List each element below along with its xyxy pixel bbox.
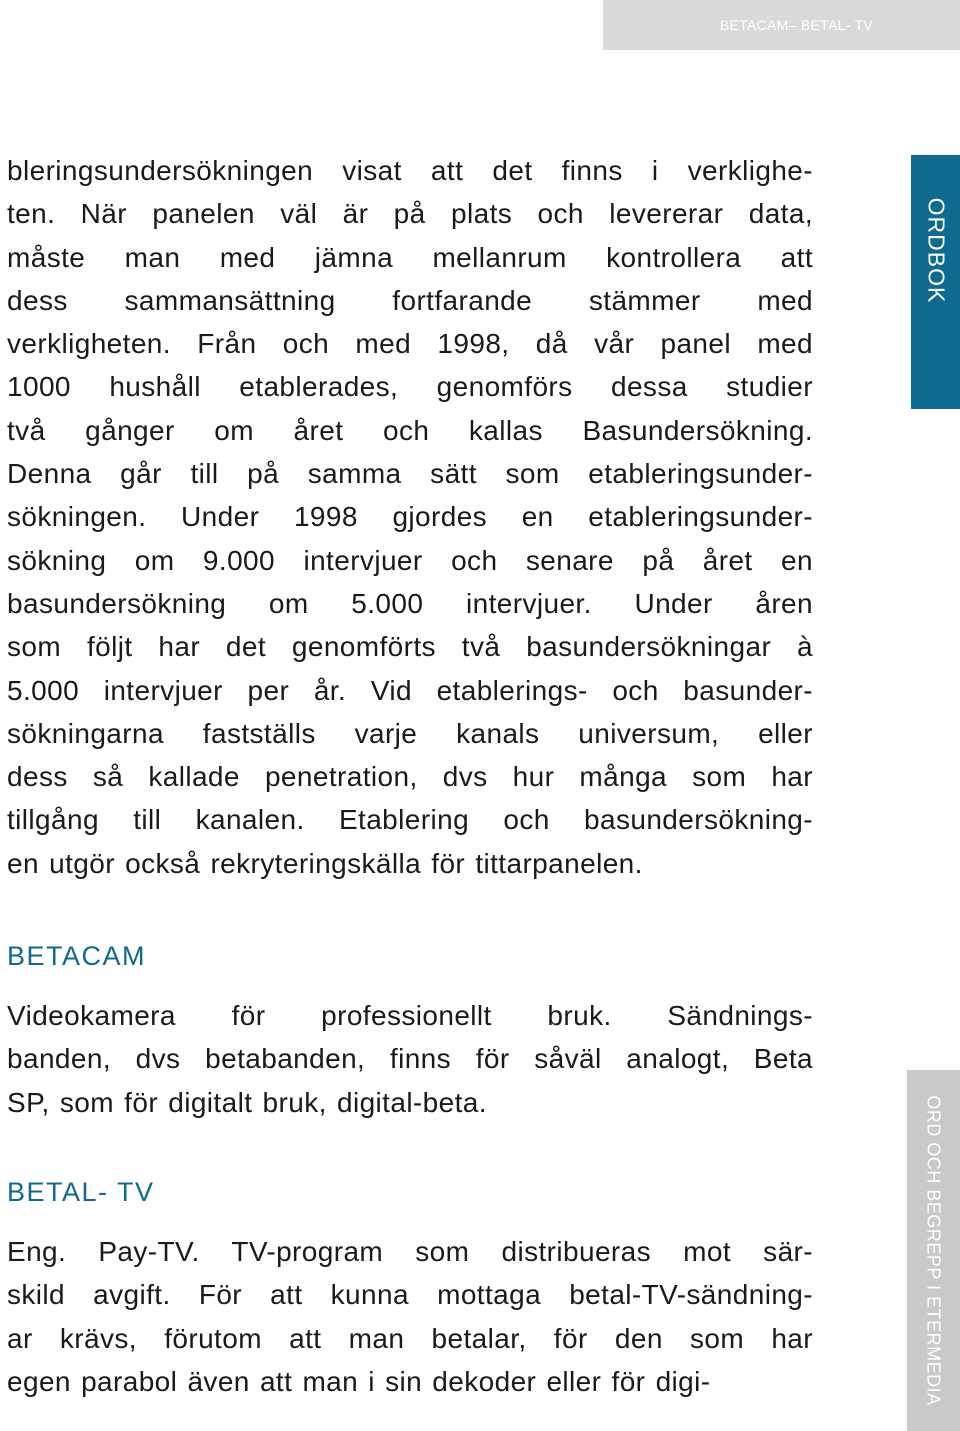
entry-term: BETACAM: [7, 941, 147, 971]
text-line: 1000 hushåll etablerades, genomförs dessa studier: [7, 371, 813, 403]
section-divider: [913, 509, 958, 511]
text-line: sökning om 9.000 intervjuer och senare på året en: [7, 544, 813, 576]
text-line: dess så kallade penetration, dvs hur många som har: [7, 761, 813, 793]
running-header-title: BETACAM– BETAL- TV: [719, 17, 874, 33]
text-line: ten. När panelen väl är på plats och levererar data,: [7, 198, 813, 230]
text-line: Denna går till på samma sätt som etableringsunder-: [7, 458, 813, 490]
text-line: egen parabol även att man i sin dekoder eller för digi-: [7, 1365, 711, 1397]
text-line: ar krävs, förutom att man betalar, för den som har: [7, 1322, 813, 1354]
page-number: 9: [928, 526, 943, 553]
text-line: sökningen. Under 1998 gjordes en etableringsunder-: [7, 501, 813, 533]
text-line: banden, dvs betabanden, finns för såväl analogt, Beta: [7, 1043, 813, 1075]
text-line: dess sammansättning fortfarande stämmer med: [7, 284, 813, 316]
text-line: verkligheten. Från och med 1998, då vår panel med: [7, 328, 813, 360]
text-line: SP, som för digitalt bruk, digital-beta.: [7, 1086, 487, 1118]
text-line: tillgång till kanalen. Etablering och basundersökning-: [7, 804, 813, 836]
text-line: Eng. Pay-TV. TV-program som distribueras mot sär-: [7, 1236, 813, 1267]
text-line: två gånger om året och kallas Basundersökning.: [7, 414, 813, 446]
text-line: skild avgift. För att kunna mottaga betal-TV-sändning-: [7, 1279, 813, 1311]
text-line: sökningarna fastställs varje kanals universum, eller: [7, 717, 813, 749]
text-line: en utgör också rekryteringskälla för tittarpanelen.: [7, 847, 643, 879]
running-header: [603, 0, 960, 50]
entry-betal-tv: [7, 1176, 813, 1403]
intro-paragraph: [7, 149, 813, 885]
section-label: ORDBOK: [923, 197, 949, 303]
text-line: basundersökning om 5.000 intervjuer. Under åren: [7, 587, 813, 619]
book-title: ORD OCH BEGREPP I ETERMEDIA: [924, 1095, 944, 1406]
text-line: Videokamera för professionellt bruk. Sändnings-: [7, 1000, 813, 1031]
text-line: 5.000 intervjuer per år. Vid etablerings- och basunder-: [7, 674, 813, 706]
section-tab: [911, 155, 960, 553]
text-line: bleringsundersökningen visat att det finns i verklighe-: [7, 155, 813, 186]
book-title-tab: [907, 1070, 960, 1431]
text-line: måste man med jämna mellanrum kontrollera att: [7, 241, 813, 273]
entry-betacam: [7, 940, 813, 1124]
text-line: som följt har det genomförts två basundersökningar à: [7, 631, 813, 663]
entry-term: BETAL- TV: [7, 1177, 155, 1207]
